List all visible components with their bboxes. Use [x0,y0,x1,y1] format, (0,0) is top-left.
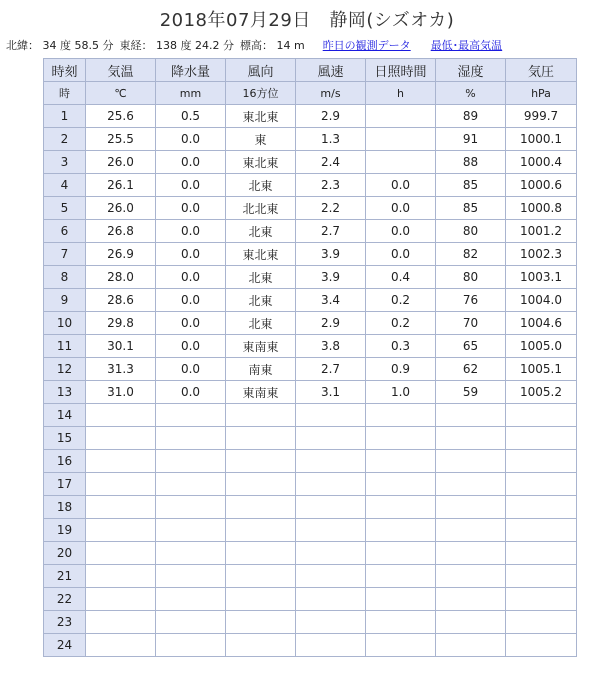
temperature-cell: 30.1 [86,335,156,358]
wind-speed-cell: 2.2 [296,197,366,220]
wind-direction-cell [226,427,296,450]
table-row [44,174,577,197]
wind-speed-cell: 2.7 [296,358,366,381]
precipitation-cell [156,588,226,611]
precipitation-cell: 0.0 [156,197,226,220]
wind-direction-cell: 北東 [226,266,296,289]
sunshine-cell [366,105,436,128]
precipitation-cell [156,404,226,427]
sunshine-cell: 0.2 [366,289,436,312]
wind-speed-cell [296,519,366,542]
latitude-text: 北緯： 34 度 58.5 分 [6,39,114,52]
humidity-cell: 91 [436,128,506,151]
wind-speed-cell [296,427,366,450]
table-row [44,565,577,588]
humidity-cell [436,450,506,473]
precipitation-cell: 0.0 [156,312,226,335]
humidity-cell: 85 [436,174,506,197]
wind-speed-cell [296,404,366,427]
sunshine-cell: 0.0 [366,243,436,266]
table-row [44,128,577,151]
wind-speed-cell [296,588,366,611]
wind-direction-cell: 北東 [226,289,296,312]
hour-cell: 2 [44,128,86,151]
table-row [44,381,577,404]
pressure-cell [506,404,577,427]
wind-direction-cell: 東南東 [226,335,296,358]
sunshine-cell [366,128,436,151]
observation-table [43,58,577,657]
table-row [44,243,577,266]
hour-cell: 19 [44,519,86,542]
pressure-cell [506,611,577,634]
unit-wind-speed: m/s [296,82,366,105]
sunshine-cell: 0.0 [366,197,436,220]
unit-precipitation: mm [156,82,226,105]
humidity-cell [436,404,506,427]
column-header-wind-speed: 風速 [296,59,366,82]
wind-direction-cell: 東 [226,128,296,151]
table-row [44,151,577,174]
column-header-temperature: 気温 [86,59,156,82]
pressure-cell [506,450,577,473]
hour-cell: 9 [44,289,86,312]
wind-direction-cell [226,404,296,427]
humidity-cell [436,542,506,565]
humidity-cell: 80 [436,220,506,243]
table-row [44,105,577,128]
wind-direction-cell [226,611,296,634]
precipitation-cell: 0.0 [156,128,226,151]
sunshine-cell [366,634,436,657]
pressure-cell: 999.7 [506,105,577,128]
wind-speed-cell [296,496,366,519]
precipitation-cell: 0.5 [156,105,226,128]
temperature-cell: 26.1 [86,174,156,197]
pressure-cell: 1001.2 [506,220,577,243]
unit-row [44,82,577,105]
precipitation-cell: 0.0 [156,151,226,174]
humidity-cell: 70 [436,312,506,335]
precipitation-cell: 0.0 [156,381,226,404]
wind-speed-cell: 2.4 [296,151,366,174]
hour-cell: 4 [44,174,86,197]
pressure-cell: 1002.3 [506,243,577,266]
humidity-cell: 89 [436,105,506,128]
sunshine-cell [366,496,436,519]
temperature-cell: 28.6 [86,289,156,312]
table-row [44,266,577,289]
wind-speed-cell: 3.9 [296,266,366,289]
hour-cell: 17 [44,473,86,496]
hour-cell: 14 [44,404,86,427]
hour-cell: 24 [44,634,86,657]
humidity-cell: 76 [436,289,506,312]
temperature-cell: 26.8 [86,220,156,243]
unit-temperature: ℃ [86,82,156,105]
precipitation-cell: 0.0 [156,243,226,266]
station-info [6,37,612,53]
hour-cell: 20 [44,542,86,565]
hour-cell: 6 [44,220,86,243]
precipitation-cell [156,473,226,496]
temperature-cell: 25.5 [86,128,156,151]
wind-speed-cell: 2.9 [296,312,366,335]
hour-cell: 1 [44,105,86,128]
precipitation-cell: 0.0 [156,289,226,312]
pressure-cell [506,588,577,611]
humidity-cell [436,611,506,634]
temperature-cell: 28.0 [86,266,156,289]
pressure-cell: 1000.6 [506,174,577,197]
table-row [44,519,577,542]
column-header-wind-direction: 風向 [226,59,296,82]
pressure-cell [506,634,577,657]
wind-direction-cell [226,496,296,519]
pressure-cell [506,542,577,565]
temperature-cell [86,450,156,473]
hour-cell: 16 [44,450,86,473]
unit-sunshine: h [366,82,436,105]
precipitation-cell [156,634,226,657]
temperature-cell: 26.0 [86,197,156,220]
pressure-cell [506,519,577,542]
table-row [44,450,577,473]
unit-humidity: % [436,82,506,105]
sunshine-cell [366,427,436,450]
column-header-humidity: 湿度 [436,59,506,82]
pressure-cell: 1000.8 [506,197,577,220]
sunshine-cell: 0.0 [366,220,436,243]
humidity-cell: 80 [436,266,506,289]
pressure-cell: 1005.0 [506,335,577,358]
sunshine-cell [366,542,436,565]
precipitation-cell [156,542,226,565]
hour-cell: 15 [44,427,86,450]
page-title: 2018年07月29日 静岡(シズオカ) [159,10,455,31]
humidity-cell [436,634,506,657]
table-row [44,542,577,565]
precipitation-cell: 0.0 [156,358,226,381]
wind-direction-cell: 東南東 [226,381,296,404]
wind-direction-cell [226,634,296,657]
temperature-cell: 31.0 [86,381,156,404]
temperature-cell [86,519,156,542]
sunshine-cell [366,565,436,588]
humidity-cell [436,496,506,519]
wind-direction-cell: 東北東 [226,151,296,174]
wind-direction-cell [226,542,296,565]
unit-pressure: hPa [506,82,577,105]
column-header-sunshine: 日照時間 [366,59,436,82]
humidity-cell [436,565,506,588]
temperature-cell: 31.3 [86,358,156,381]
sunshine-cell [366,404,436,427]
sunshine-cell [366,611,436,634]
wind-speed-cell [296,450,366,473]
header-row [44,59,577,82]
table-row [44,404,577,427]
precipitation-cell: 0.0 [156,266,226,289]
table-row [44,473,577,496]
hour-cell: 22 [44,588,86,611]
temperature-cell [86,542,156,565]
table-row [44,611,577,634]
wind-speed-cell: 2.7 [296,220,366,243]
temperature-cell [86,496,156,519]
sunshine-cell: 0.4 [366,266,436,289]
table-row [44,289,577,312]
humidity-cell [436,473,506,496]
temperature-cell [86,473,156,496]
hour-cell: 5 [44,197,86,220]
humidity-cell: 88 [436,151,506,174]
hour-cell: 23 [44,611,86,634]
wind-direction-cell [226,588,296,611]
temperature-cell [86,634,156,657]
table-row [44,335,577,358]
wind-direction-cell: 北東 [226,312,296,335]
temperature-cell [86,588,156,611]
column-header-hour: 時刻 [44,59,86,82]
humidity-cell: 65 [436,335,506,358]
pressure-cell: 1003.1 [506,266,577,289]
precipitation-cell [156,450,226,473]
temperature-cell: 29.8 [86,312,156,335]
precipitation-cell [156,427,226,450]
sunshine-cell [366,519,436,542]
hour-cell: 10 [44,312,86,335]
wind-speed-cell [296,473,366,496]
pressure-cell [506,473,577,496]
precipitation-cell: 0.0 [156,335,226,358]
wind-direction-cell: 北北東 [226,197,296,220]
wind-speed-cell: 1.3 [296,128,366,151]
humidity-cell: 85 [436,197,506,220]
precipitation-cell [156,611,226,634]
previous-day-data-link[interactable]: 昨日の観測データ [322,39,411,52]
sunshine-cell: 0.3 [366,335,436,358]
wind-direction-cell: 北東 [226,220,296,243]
temperature-cell [86,404,156,427]
temperature-cell: 26.0 [86,151,156,174]
pressure-cell: 1000.1 [506,128,577,151]
column-header-pressure: 気圧 [506,59,577,82]
precipitation-cell: 0.0 [156,220,226,243]
precipitation-cell [156,565,226,588]
hour-cell: 13 [44,381,86,404]
hour-cell: 8 [44,266,86,289]
wind-speed-cell: 3.1 [296,381,366,404]
wind-speed-cell: 3.9 [296,243,366,266]
pressure-cell: 1004.6 [506,312,577,335]
wind-direction-cell [226,519,296,542]
longitude-text: 東経： 138 度 24.2 分 [119,39,234,52]
hour-cell: 7 [44,243,86,266]
wind-direction-cell: 東北東 [226,105,296,128]
precipitation-cell [156,519,226,542]
wind-direction-cell: 東北東 [226,243,296,266]
hour-cell: 12 [44,358,86,381]
precipitation-cell [156,496,226,519]
humidity-cell [436,427,506,450]
pressure-cell [506,496,577,519]
unit-hour: 時 [44,82,86,105]
elevation-text: 標高： 14 m [239,39,305,52]
table-row [44,358,577,381]
humidity-cell: 62 [436,358,506,381]
wind-direction-cell [226,565,296,588]
pressure-cell: 1000.4 [506,151,577,174]
sunshine-cell: 0.2 [366,312,436,335]
table-row [44,634,577,657]
wind-speed-cell [296,542,366,565]
humidity-cell: 82 [436,243,506,266]
hour-cell: 3 [44,151,86,174]
temperature-cell: 26.9 [86,243,156,266]
temperature-cell: 25.6 [86,105,156,128]
table-row [44,312,577,335]
humidity-cell: 59 [436,381,506,404]
sunshine-cell: 1.0 [366,381,436,404]
pressure-cell: 1005.1 [506,358,577,381]
wind-direction-cell: 南東 [226,358,296,381]
wind-speed-cell: 2.3 [296,174,366,197]
wind-speed-cell [296,565,366,588]
min-max-temperature-link[interactable]: 最低･最高気温 [430,39,503,52]
table-row [44,220,577,243]
hour-cell: 18 [44,496,86,519]
temperature-cell [86,427,156,450]
pressure-cell: 1004.0 [506,289,577,312]
wind-speed-cell: 3.4 [296,289,366,312]
humidity-cell [436,588,506,611]
pressure-cell: 1005.2 [506,381,577,404]
table-row [44,496,577,519]
table-row [44,427,577,450]
wind-speed-cell [296,634,366,657]
sunshine-cell [366,588,436,611]
hour-cell: 11 [44,335,86,358]
hour-cell: 21 [44,565,86,588]
table-row [44,588,577,611]
precipitation-cell: 0.0 [156,174,226,197]
humidity-cell [436,519,506,542]
sunshine-cell [366,473,436,496]
column-header-precipitation: 降水量 [156,59,226,82]
wind-speed-cell [296,611,366,634]
sunshine-cell: 0.9 [366,358,436,381]
temperature-cell [86,565,156,588]
observation-table-body [44,105,577,657]
sunshine-cell [366,151,436,174]
pressure-cell [506,427,577,450]
unit-wind-direction: 16方位 [226,82,296,105]
sunshine-cell [366,450,436,473]
wind-direction-cell [226,473,296,496]
table-row [44,197,577,220]
wind-speed-cell: 2.9 [296,105,366,128]
wind-direction-cell: 北東 [226,174,296,197]
sunshine-cell: 0.0 [366,174,436,197]
wind-direction-cell [226,450,296,473]
temperature-cell [86,611,156,634]
wind-speed-cell: 3.8 [296,335,366,358]
pressure-cell [506,565,577,588]
